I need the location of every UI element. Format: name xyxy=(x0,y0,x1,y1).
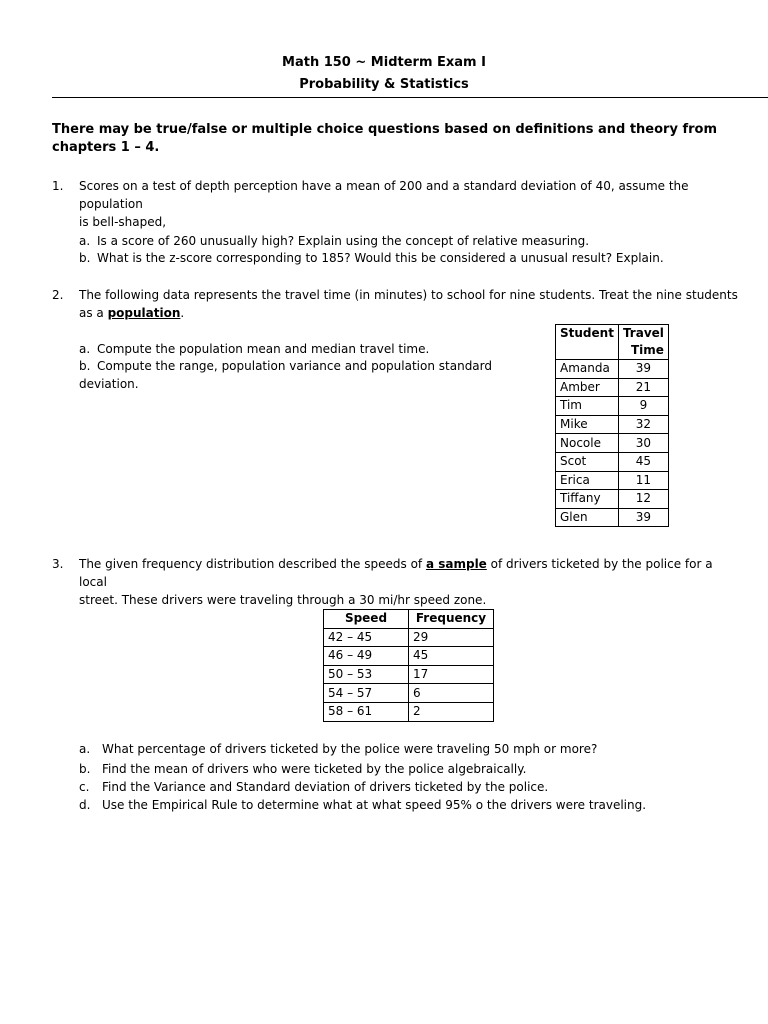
student-name: Glen xyxy=(556,508,619,527)
travel-time: 39 xyxy=(618,360,668,379)
table-row xyxy=(556,360,669,379)
student-name: Mike xyxy=(556,415,619,434)
q2-text xyxy=(79,286,742,322)
student-name: Erica xyxy=(556,471,619,490)
q1-text-line2: is bell-shaped, xyxy=(79,215,167,229)
q2-number: 2. xyxy=(52,288,64,302)
q3-a-text: What percentage of drivers ticketed by the police were traveling 50 mph or more? xyxy=(102,742,598,756)
travel-time: 45 xyxy=(618,452,668,471)
q3-sample-emphasis: a sample xyxy=(425,557,487,571)
speed-range: 46 – 49 xyxy=(324,647,409,666)
student-name: Scot xyxy=(556,452,619,471)
table-header-row xyxy=(556,325,669,360)
q2-text-pre: as a xyxy=(79,306,108,320)
page-subtitle: Probability & Statistics xyxy=(299,77,469,92)
q2-part-a xyxy=(79,340,599,358)
col-student-header: Student xyxy=(556,325,619,360)
student-name: Nocole xyxy=(556,434,619,453)
col-travel-line2: Time xyxy=(630,343,664,357)
q3-b-label: b. xyxy=(79,762,91,776)
speed-frequency-table xyxy=(323,609,494,722)
col-travel-time-header xyxy=(618,325,668,360)
travel-time: 21 xyxy=(618,378,668,397)
table-row xyxy=(556,434,669,453)
q1-text xyxy=(79,177,742,231)
intro-note: There may be true/false or multiple choice questions based on definitions and theory from chapters 1 – 4. xyxy=(52,122,717,155)
table-row xyxy=(556,378,669,397)
table-row xyxy=(324,665,494,684)
col-speed-header: Speed xyxy=(324,610,409,629)
table-row xyxy=(556,452,669,471)
q2-a-text: Compute the population mean and median travel time. xyxy=(97,342,430,356)
speed-range: 54 – 57 xyxy=(324,684,409,703)
q2-b-text: Compute the range, population variance and population standard deviation. xyxy=(79,359,492,391)
q3-text-post: of drivers ticketed by the police for a local xyxy=(79,557,713,589)
frequency-value: 17 xyxy=(409,665,494,684)
travel-time: 30 xyxy=(618,434,668,453)
table-row xyxy=(556,397,669,416)
q1-text-line1: Scores on a test of depth perception have a mean of 200 and a standard deviation of 40, assume the population xyxy=(79,179,689,211)
col-frequency-header: Frequency xyxy=(409,610,494,629)
q1-part-b xyxy=(79,249,742,267)
q2-text-line2 xyxy=(79,304,742,322)
travel-time: 9 xyxy=(618,397,668,416)
frequency-value: 45 xyxy=(409,647,494,666)
q3-c-label: c. xyxy=(79,780,90,794)
frequency-value: 6 xyxy=(409,684,494,703)
q2-text-post: . xyxy=(180,306,185,320)
page-title: Math 150 ~ Midterm Exam I xyxy=(282,55,486,70)
student-travel-table xyxy=(555,324,669,527)
q2-part-b xyxy=(79,357,549,393)
table-row xyxy=(324,684,494,703)
q3-d-text: Use the Empirical Rule to determine what at what speed 95% o the drivers were traveling. xyxy=(102,798,647,812)
student-name: Amber xyxy=(556,378,619,397)
frequency-value: 29 xyxy=(409,628,494,647)
student-name: Tiffany xyxy=(556,490,619,509)
q3-c-text: Find the Variance and Standard deviation of drivers ticketed by the police. xyxy=(102,780,549,794)
q3-part-c xyxy=(79,778,739,796)
q3-number: 3. xyxy=(52,557,64,571)
q3-part-b xyxy=(79,760,739,778)
q1-b-text: What is the z-score corresponding to 185? Would this be considered a unusual result? Explain. xyxy=(97,251,664,265)
q1-number: 1. xyxy=(52,179,64,193)
q2-b-label: b. xyxy=(79,359,91,373)
travel-time: 11 xyxy=(618,471,668,490)
col-travel-line1: Travel xyxy=(622,326,664,340)
q1-a-label: a. xyxy=(79,234,91,248)
q1-a-text: Is a score of 260 unusually high? Explain using the concept of relative measuring. xyxy=(97,234,590,248)
table-row xyxy=(556,471,669,490)
q1-part-a xyxy=(79,232,742,250)
q3-b-text: Find the mean of drivers who were ticketed by the police algebraically. xyxy=(102,762,527,776)
table-row xyxy=(324,702,494,721)
table-row xyxy=(324,647,494,666)
student-name: Amanda xyxy=(556,360,619,379)
q3-text-line2: street. These drivers were traveling through a 30 mi/hr speed zone. xyxy=(79,593,487,607)
q3-text-line1 xyxy=(79,555,742,591)
student-name: Tim xyxy=(556,397,619,416)
frequency-value: 2 xyxy=(409,702,494,721)
table-row xyxy=(556,415,669,434)
header-divider xyxy=(52,97,768,98)
q3-text-pre: The given frequency distribution described the speeds of xyxy=(79,557,426,571)
q3-d-label: d. xyxy=(79,798,91,812)
q3-part-d xyxy=(79,796,739,814)
table-header-row xyxy=(324,610,494,629)
q3-part-a xyxy=(79,740,739,758)
travel-time: 12 xyxy=(618,490,668,509)
q2-population-emphasis: population xyxy=(107,306,181,320)
table-row xyxy=(556,508,669,527)
speed-range: 42 – 45 xyxy=(324,628,409,647)
table-row xyxy=(556,490,669,509)
q3-a-label: a. xyxy=(79,742,91,756)
speed-range: 58 – 61 xyxy=(324,702,409,721)
travel-time: 32 xyxy=(618,415,668,434)
speed-range: 50 – 53 xyxy=(324,665,409,684)
table-row xyxy=(324,628,494,647)
q2-text-line1: The following data represents the travel time (in minutes) to school for nine students. Treat the nine students xyxy=(79,288,738,302)
q1-b-label: b. xyxy=(79,251,91,265)
q3-text xyxy=(79,555,742,609)
q2-a-label: a. xyxy=(79,342,91,356)
travel-time: 39 xyxy=(618,508,668,527)
